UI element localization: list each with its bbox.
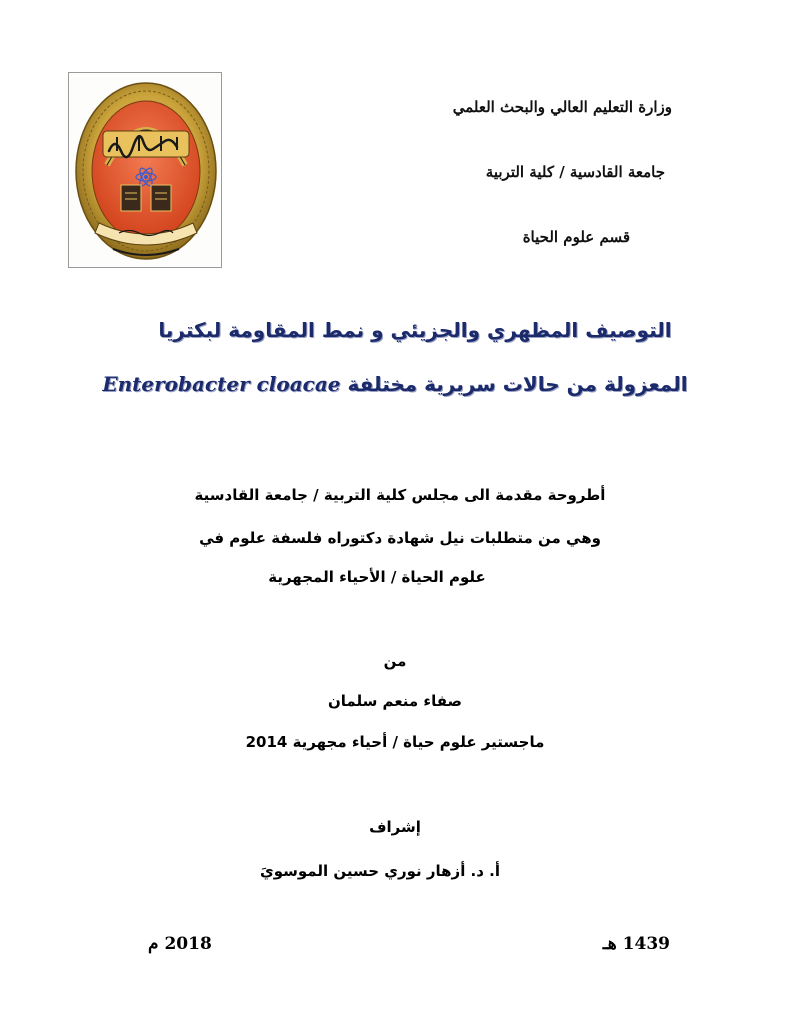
author-name: صفاء منعم سلمان (327, 692, 463, 710)
submission-line-3: علوم الحياة / الأحياء المجهرية (268, 568, 486, 586)
supervisor-name: أ. د. أزهار نوري حسين الموسويَ (259, 862, 501, 880)
ministry-name: وزارة التعليم العالي والبحث العلمي (452, 98, 672, 116)
bacteria-species-name: Enterobacter cloacae (102, 372, 341, 396)
gregorian-year: 2018 م (148, 934, 212, 954)
department-name: قسم علوم الحياة (522, 228, 630, 246)
submission-line-1: أطروحة مقدمة الى مجلس كلية التربية / جامعة القادسية (194, 486, 606, 504)
university-college: جامعة القادسية / كلية التربية (485, 163, 665, 181)
supervision-label: إشراف (369, 818, 421, 836)
university-seal-icon (69, 73, 223, 269)
author-degree: ماجستير علوم حياة / أحياء مجهرية 2014 (245, 733, 545, 751)
thesis-title-line-2 (0, 372, 790, 396)
university-logo (68, 72, 222, 268)
hijri-year: 1439 هـ (602, 934, 670, 954)
thesis-title-line-1: التوصيف المظهري والجزيئي و نمط المقاومة لبكتريا (158, 318, 672, 342)
submission-line-2: وهي من متطلبات نيل شهادة دكتوراه فلسفة علوم في (199, 529, 601, 547)
thesis-title-arabic-part: المعزولة من حالات سريرية مختلفة (347, 372, 688, 396)
from-label: من (383, 652, 407, 670)
